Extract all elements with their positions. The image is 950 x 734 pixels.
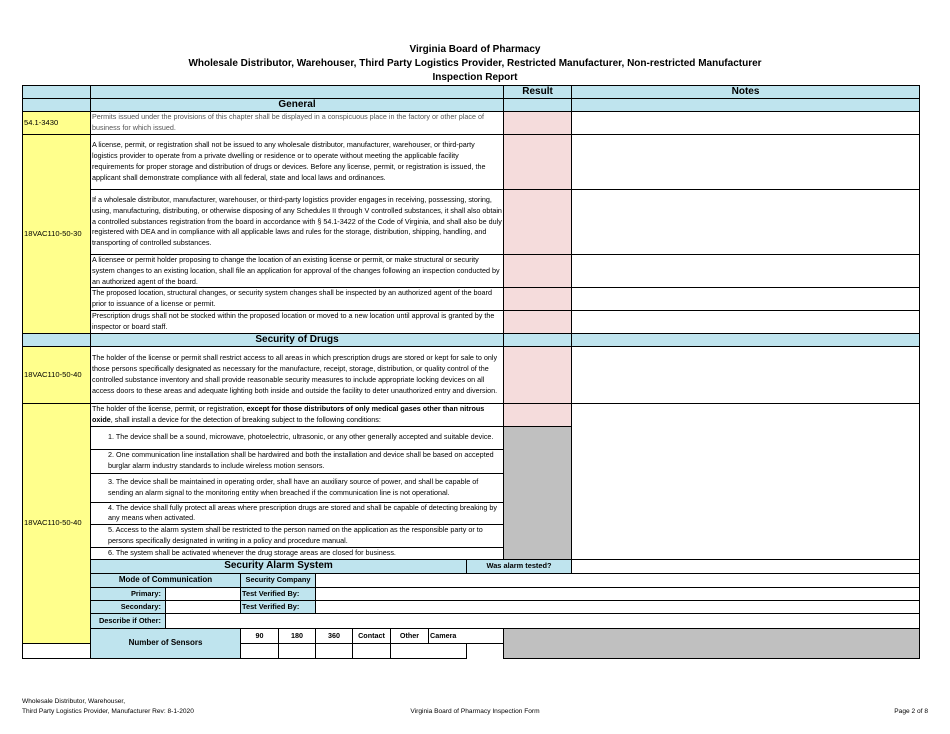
result-cell[interactable]	[504, 135, 572, 190]
result-cell[interactable]	[504, 288, 572, 311]
security-company-label: Security Company	[241, 574, 316, 588]
result-cell[interactable]	[504, 255, 572, 288]
describe-other-field[interactable]	[166, 614, 920, 629]
number-of-sensors-label: Number of Sensors	[91, 629, 241, 659]
sensor-other-field[interactable]	[353, 644, 391, 659]
requirement-text: Prescription drugs shall not be stocked within the proposed location or moved to a new location until approval is granted by the inspector or board staff.	[91, 310, 504, 333]
test-verified-field-1[interactable]	[316, 588, 920, 601]
sensor-180-header: 180	[279, 629, 316, 644]
result-cell[interactable]	[504, 112, 572, 135]
secondary-label: Secondary:	[91, 601, 166, 614]
condition-item: 3. The device shall be maintained in operating order, shall have an auxiliary source of power, and shall be capable of sending an alarm signal to the monitoring entity when breached if the communication line is not operational.	[91, 473, 504, 502]
sensor-result-disabled	[504, 629, 920, 659]
alarm-system-title: Security Alarm System	[91, 560, 467, 574]
security-company-field[interactable]	[316, 574, 920, 588]
notes-cell[interactable]	[572, 346, 920, 403]
condition-item: 1. The device shall be a sound, microwave, photoelectric, ultrasonic, or any other generally accepted and suitable device.	[91, 426, 504, 449]
sensor-contact-field[interactable]	[316, 644, 353, 659]
form-agency-title: Virginia Board of Pharmacy	[409, 44, 541, 55]
mode-communication-label: Mode of Communication	[91, 574, 241, 588]
footer-form-name-line2: Third Party Logistics Provider, Manufacturer Rev: 8-1-2020	[22, 708, 194, 715]
notes-cell[interactable]	[572, 255, 920, 288]
sensor-other-header: Other	[391, 629, 429, 644]
requirement-text: The holder of the license or permit shall restrict access to all areas in which prescription drugs are stored or kept for sale to only those persons specifically designated as necessary for the manufacture, receipt, storage, distribution, or quality control of the controlled substance inventory and shall provide reasonable security measures to include appropriate locking devices on all access doors to these areas and adequate lighting both inside and outside the facility to deter unauthorized entry and diversion.	[91, 346, 504, 403]
sensor-camera-field[interactable]	[391, 644, 467, 659]
reg-code-18vac110-50-40: 18VAC110-50-40	[23, 403, 91, 643]
notes-cell[interactable]	[572, 403, 920, 559]
header-blank-desc	[91, 86, 504, 99]
test-verified-label-2: Test Verified By:	[241, 601, 316, 614]
requirement-text: If a wholesale distributor, manufacturer, warehouser, or third-party logistics provider engages in receiving, possessing, storing, using, manufacturing, distributing, or otherwise disposing of any Schedules II through V controlled substances, it shall also obtain a controlled substances registration from the board in accordance with § 54.1-3422 of the Code of Virginia, and shall also be duly registered with DEA and in compliance with all applicable laws and rules for the storage, distribution, shipping, handling, and transporting of controlled substances.	[91, 190, 504, 255]
intro-text-bold: except for those distributors of only medical gases other than nitrous oxide	[92, 403, 485, 424]
notes-column-header: Notes	[572, 86, 920, 99]
notes-cell[interactable]	[572, 288, 920, 311]
primary-label: Primary:	[91, 588, 166, 601]
footer-center-title: Virginia Board of Pharmacy Inspection Form	[410, 708, 540, 715]
result-cell-disabled	[504, 426, 572, 560]
requirement-text: A license, permit, or registration shall not be issued to any wholesale distributor, manufacturer, warehouser, or third-party logistics provider to operate from a private dwelling or residence or to operate without meeting the applicable facility requirements for proper storage and distribution of drugs or devices. Before any license, permit, or registration is issued, the applicant shall demonstrate compliance with all federal, state and local laws and ordinances.	[91, 135, 504, 190]
sensor-90-header: 90	[241, 629, 279, 644]
sensor-180-field[interactable]	[241, 644, 279, 659]
form-subtitle: Wholesale Distributor, Warehouser, Third Party Logistics Provider, Restricted Manufacturer, Non-restricted Manufacturer	[188, 58, 762, 69]
result-cell[interactable]	[504, 346, 572, 403]
condition-item: 4. The device shall fully protect all areas where prescription drugs are stored and shall be capable of detecting breaking by any means when activated.	[91, 502, 504, 525]
condition-item: 6. The system shall be activated whenever the drug storage areas are closed for business.	[91, 548, 504, 560]
form-report-title: Inspection Report	[432, 72, 518, 83]
alarm-tested-label: Was alarm tested?	[467, 560, 572, 574]
test-verified-field-2[interactable]	[316, 601, 920, 614]
sensor-contact-header: Contact	[353, 629, 391, 644]
notes-cell[interactable]	[572, 190, 920, 255]
requirement-text: Permits issued under the provisions of this chapter shall be displayed in a conspicuous place in the factory or other place of business for which issued.	[91, 112, 504, 135]
test-verified-label-1: Test Verified By:	[241, 588, 316, 601]
reg-code-18vac110-50-30: 18VAC110-50-30	[23, 135, 91, 334]
header-blank-code	[23, 86, 91, 99]
primary-field[interactable]	[166, 588, 241, 601]
reg-code-54-1-3430: 54.1-3430	[23, 112, 91, 135]
footer-form-name-line1: Wholesale Distributor, Warehouser,	[22, 698, 126, 705]
sensor-360-field[interactable]	[279, 644, 316, 659]
footer-page-number: Page 2 of 8	[894, 708, 928, 715]
sensor-camera-header: Camera	[429, 629, 504, 644]
intro-text-b: , shall install a device for the detection of breaking subject to the following conditions:	[110, 414, 381, 424]
notes-cell[interactable]	[572, 310, 920, 333]
inspection-table	[22, 85, 920, 659]
secondary-field[interactable]	[166, 601, 241, 614]
notes-cell[interactable]	[572, 112, 920, 135]
section-general-title: General	[91, 99, 504, 112]
alarm-tested-result[interactable]	[572, 560, 920, 574]
condition-item: 5. Access to the alarm system shall be restricted to the person named on the application as the responsible party or to persons specifically designated in writing in a policy and procedure manual.	[91, 525, 504, 548]
intro-text-a: The holder of the license, permit, or registration,	[92, 403, 247, 413]
result-cell[interactable]	[504, 310, 572, 333]
notes-cell[interactable]	[572, 135, 920, 190]
section-security-title: Security of Drugs	[91, 333, 504, 346]
requirement-text: The proposed location, structural changes, or security system changes shall be inspected by an authorized agent of the board prior to issuance of a license or permit.	[91, 288, 504, 311]
describe-other-label: Describe if Other:	[91, 614, 166, 629]
result-column-header: Result	[504, 86, 572, 99]
condition-item: 2. One communication line installation shall be hardwired and both the installation and device shall be based on accepted burglar alarm industry standards to include wireless motion sensors.	[91, 449, 504, 473]
alarm-requirement-intro	[91, 403, 504, 426]
result-cell[interactable]	[504, 190, 572, 255]
sensor-90-field[interactable]	[23, 644, 91, 659]
result-cell[interactable]	[504, 403, 572, 426]
reg-code-18vac110-50-40: 18VAC110-50-40	[23, 346, 91, 403]
requirement-text: A licensee or permit holder proposing to change the location of an existing license or permit, or make structural or security system changes to an existing location, shall file an application for approval of the changes following an inspection conducted by an authorized agent of the board.	[91, 255, 504, 288]
sensor-360-header: 360	[316, 629, 353, 644]
